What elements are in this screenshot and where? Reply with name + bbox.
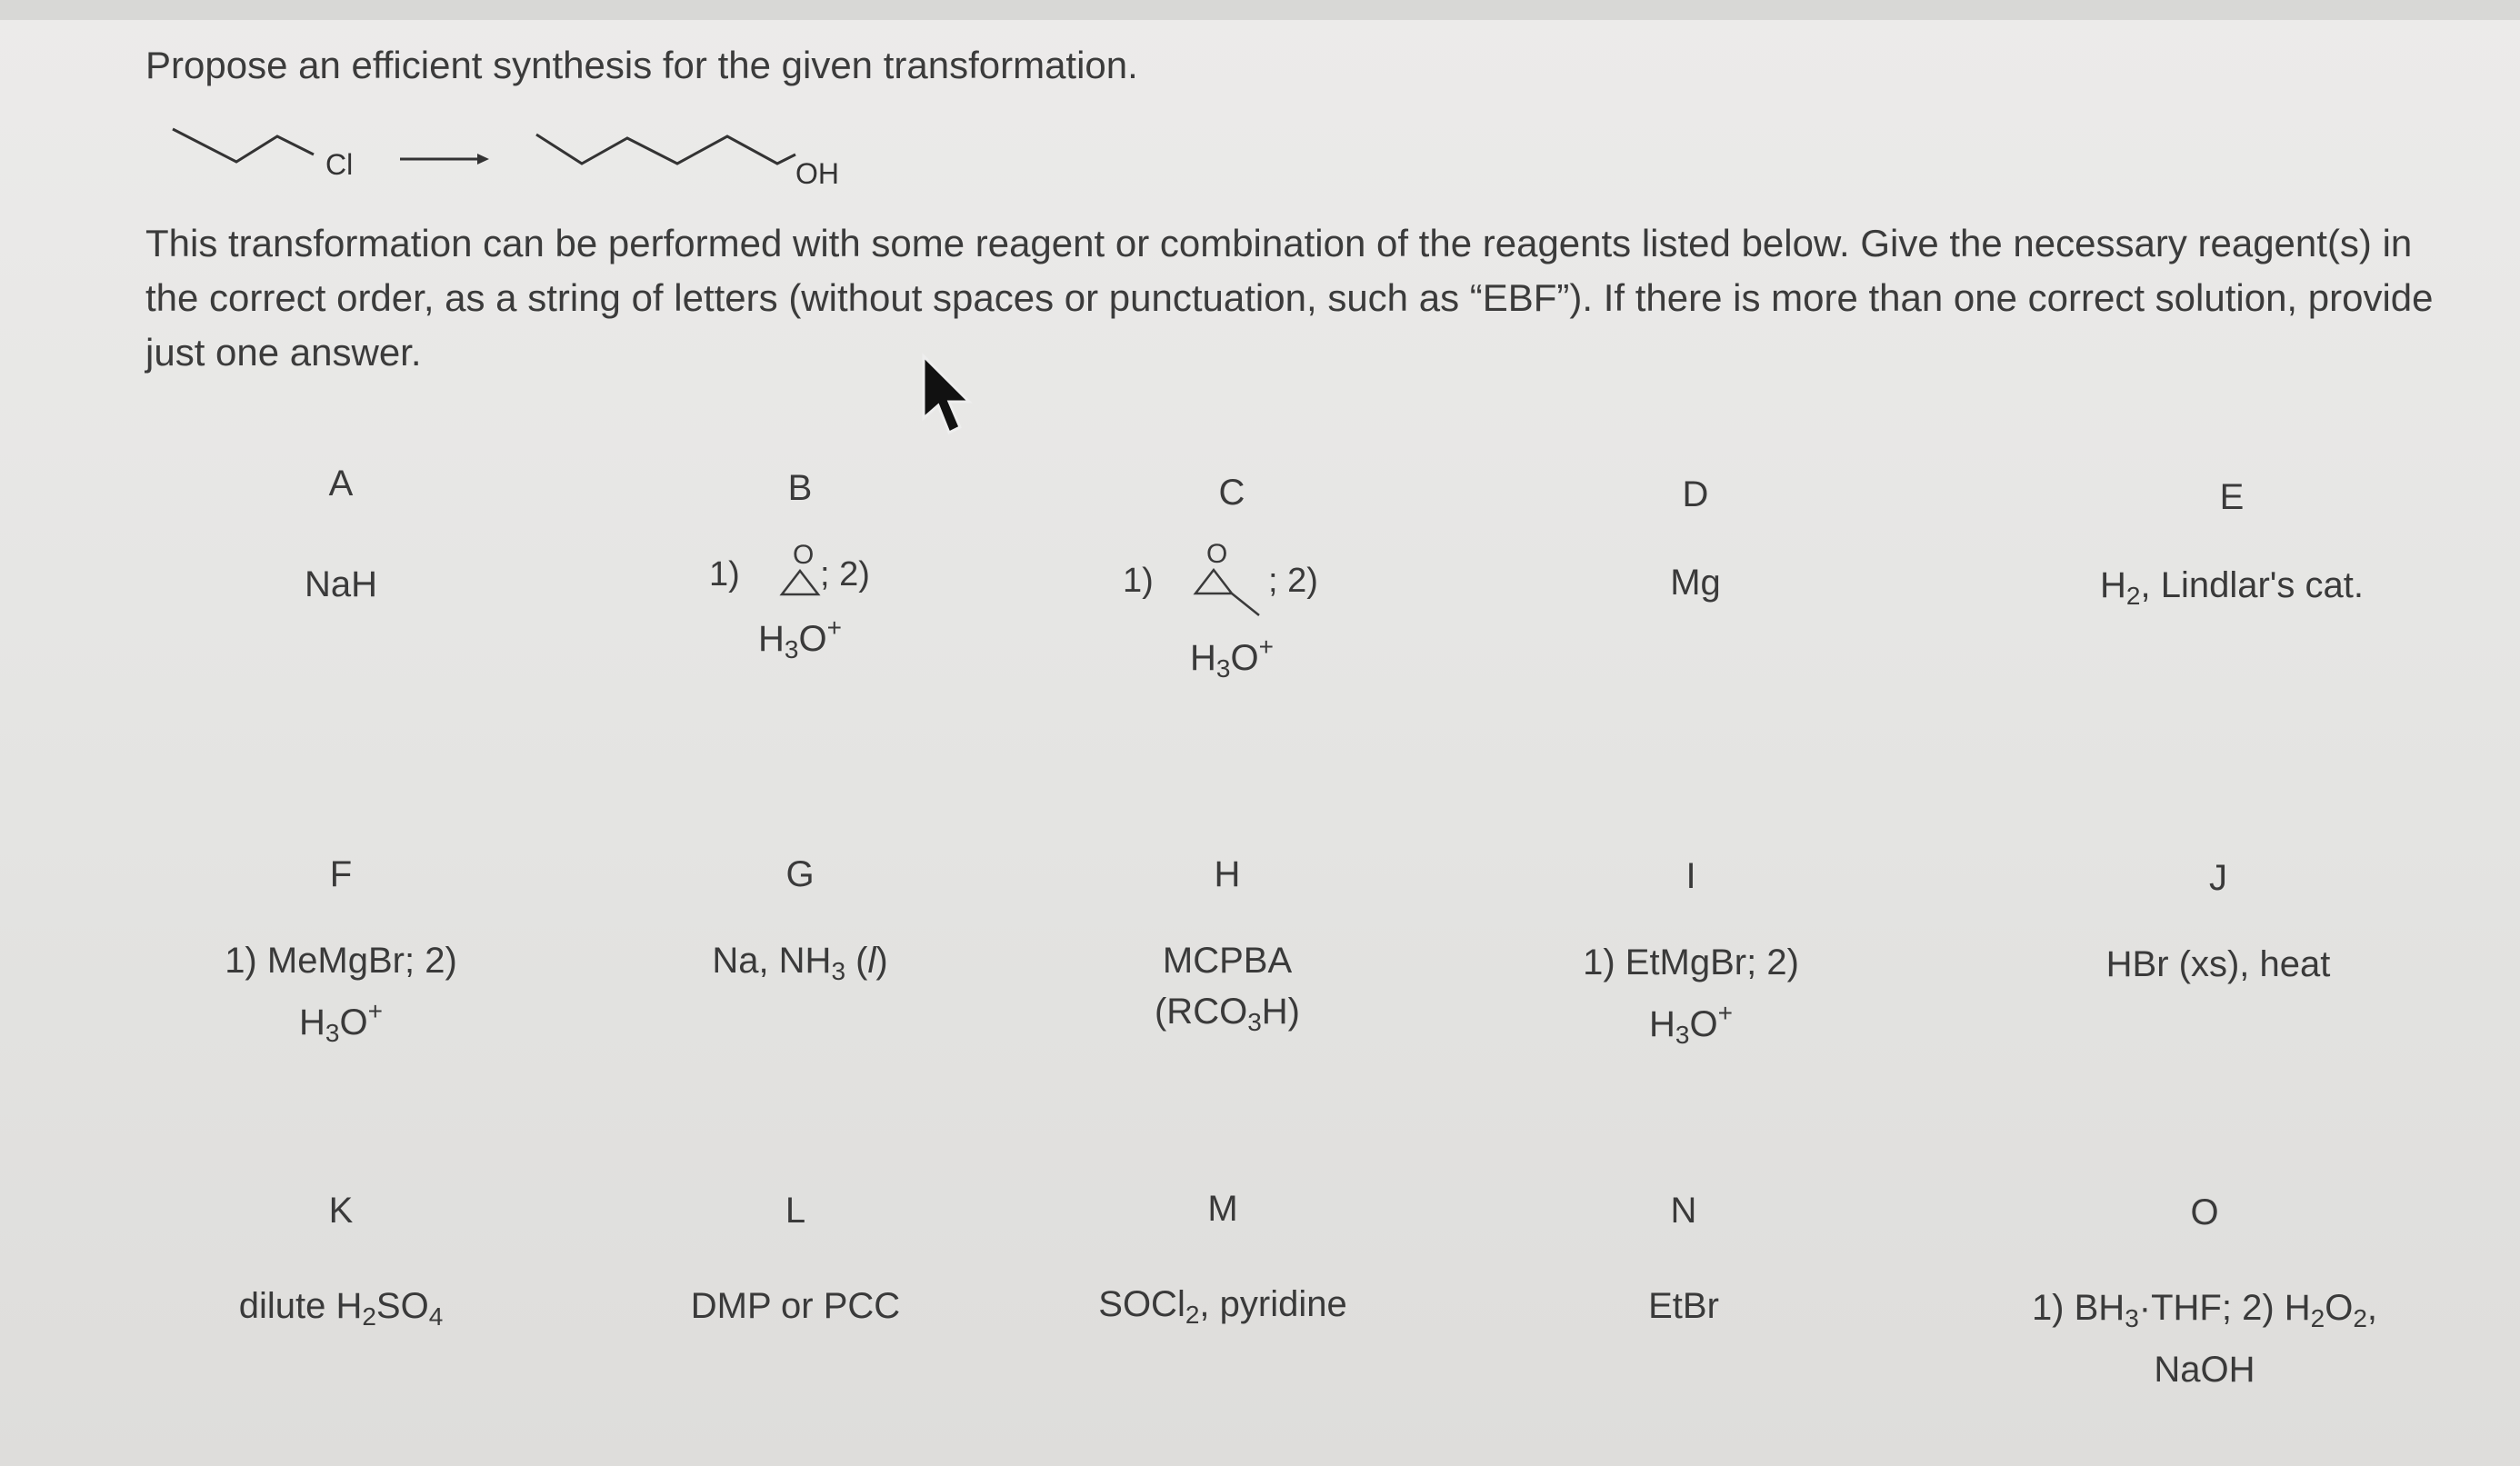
- epoxide-ring: [782, 571, 818, 594]
- reagent-line-2: $(RCO_3H)$: [1154, 992, 1300, 1036]
- reagent-O: [1986, 1192, 2423, 1395]
- step2-label: ; 2): [1268, 562, 1318, 600]
- reagent-G: [582, 854, 1018, 997]
- propylene-oxide-structure: [1123, 526, 1341, 617]
- reagent-A: [123, 464, 559, 610]
- reagent-F: [123, 854, 559, 1059]
- ethylene-oxide-structure: [709, 534, 891, 598]
- reagent-text: dilute $H_2SO_4$: [238, 1286, 444, 1331]
- mouse-cursor-icon: [920, 353, 978, 440]
- reagent-text: Na, $NH_3$ (l): [712, 941, 888, 985]
- reagent-letter: L: [785, 1191, 806, 1231]
- reagent-K: [123, 1191, 559, 1342]
- reagent-text: HBr (xs), heat: [2105, 944, 2331, 984]
- reagent-E: [2014, 477, 2450, 622]
- reagent-line-2: NaOH: [2154, 1350, 2255, 1390]
- reagent-letter: O: [2190, 1192, 2219, 1232]
- reagent-letter: C: [1218, 473, 1245, 513]
- hydronium-label: $H_3O^+$: [1649, 999, 1733, 1049]
- reagent-letter: J: [2209, 858, 2227, 898]
- question-prompt: Propose an efficient synthesis for the given transformation.: [145, 44, 1138, 86]
- reagent-I: [1473, 856, 1909, 1061]
- reagent-letter: K: [328, 1191, 354, 1231]
- reagent-text: $H_2$, Lindlar's cat.: [2100, 565, 2364, 610]
- reagent-letter: M: [1207, 1189, 1238, 1229]
- reagent-text: Mg: [1670, 563, 1721, 603]
- hydronium-label: $H_3O^+$: [299, 997, 383, 1047]
- reagent-letter: G: [785, 854, 815, 894]
- reactant-skeleton: [173, 129, 314, 162]
- reagent-letter: D: [1682, 474, 1709, 514]
- epoxide-oxygen-label: O: [793, 540, 815, 570]
- step1-label: 1): [709, 555, 740, 593]
- reagent-J: [2000, 858, 2436, 990]
- step1-label: 1): [1123, 562, 1154, 600]
- question-instructions: This transformation can be performed with some reagent or combination of the reagents listed below. Give the necessary reagent(s) in the correct order, as a string of letters (without spaces or punctuation, such as “EBF”). If there is more than one correct solution, provide just one answer.: [145, 222, 2434, 374]
- reagent-line-1: 1) $BH_3\cdot THF$; 2) $H_2O_2$,: [2031, 1288, 2378, 1332]
- reagent-line-1: MCPBA: [1162, 941, 1293, 981]
- reaction-scheme: [164, 109, 891, 209]
- reagent-line-1: 1) MeMgBr; 2): [225, 941, 457, 981]
- reagent-N: [1465, 1191, 1902, 1331]
- reagent-D: [1477, 474, 1914, 608]
- reagent-M: [1005, 1189, 1441, 1341]
- reagent-text: NaH: [304, 564, 378, 604]
- reagent-letter: B: [787, 468, 813, 508]
- top-edge: [0, 0, 2520, 20]
- epoxide-ring: [1195, 570, 1232, 593]
- reagent-B: [582, 468, 1018, 675]
- methyl-bond: [1232, 593, 1259, 615]
- reagent-text: EtBr: [1648, 1286, 1719, 1326]
- reactant-chlorine-label: Cl: [325, 148, 354, 181]
- hydronium-label: $H_3O^+$: [1190, 633, 1274, 683]
- reagent-H: [1009, 854, 1445, 1048]
- epoxide-oxygen-label: O: [1206, 539, 1228, 569]
- reagent-letter: N: [1670, 1191, 1697, 1231]
- reaction-arrow-head: [477, 154, 489, 165]
- reagent-L: [577, 1191, 1014, 1331]
- step2-label: ; 2): [820, 555, 870, 593]
- product-skeleton: [536, 135, 795, 164]
- reagent-letter: A: [328, 464, 354, 504]
- reagent-C: [1014, 473, 1450, 694]
- reagent-letter: E: [2219, 477, 2245, 517]
- reagent-letter: F: [329, 854, 353, 894]
- reagent-letter: I: [1685, 856, 1696, 896]
- hydronium-label: $H_3O^+$: [758, 613, 842, 663]
- reagent-letter: H: [1214, 854, 1241, 894]
- reagent-line-1: 1) EtMgBr; 2): [1583, 942, 1799, 982]
- reagent-text: SOCl$_2$, pyridine: [1098, 1284, 1347, 1329]
- reagent-text: DMP or PCC: [690, 1286, 901, 1326]
- product-hydroxyl-label: OH: [795, 157, 839, 190]
